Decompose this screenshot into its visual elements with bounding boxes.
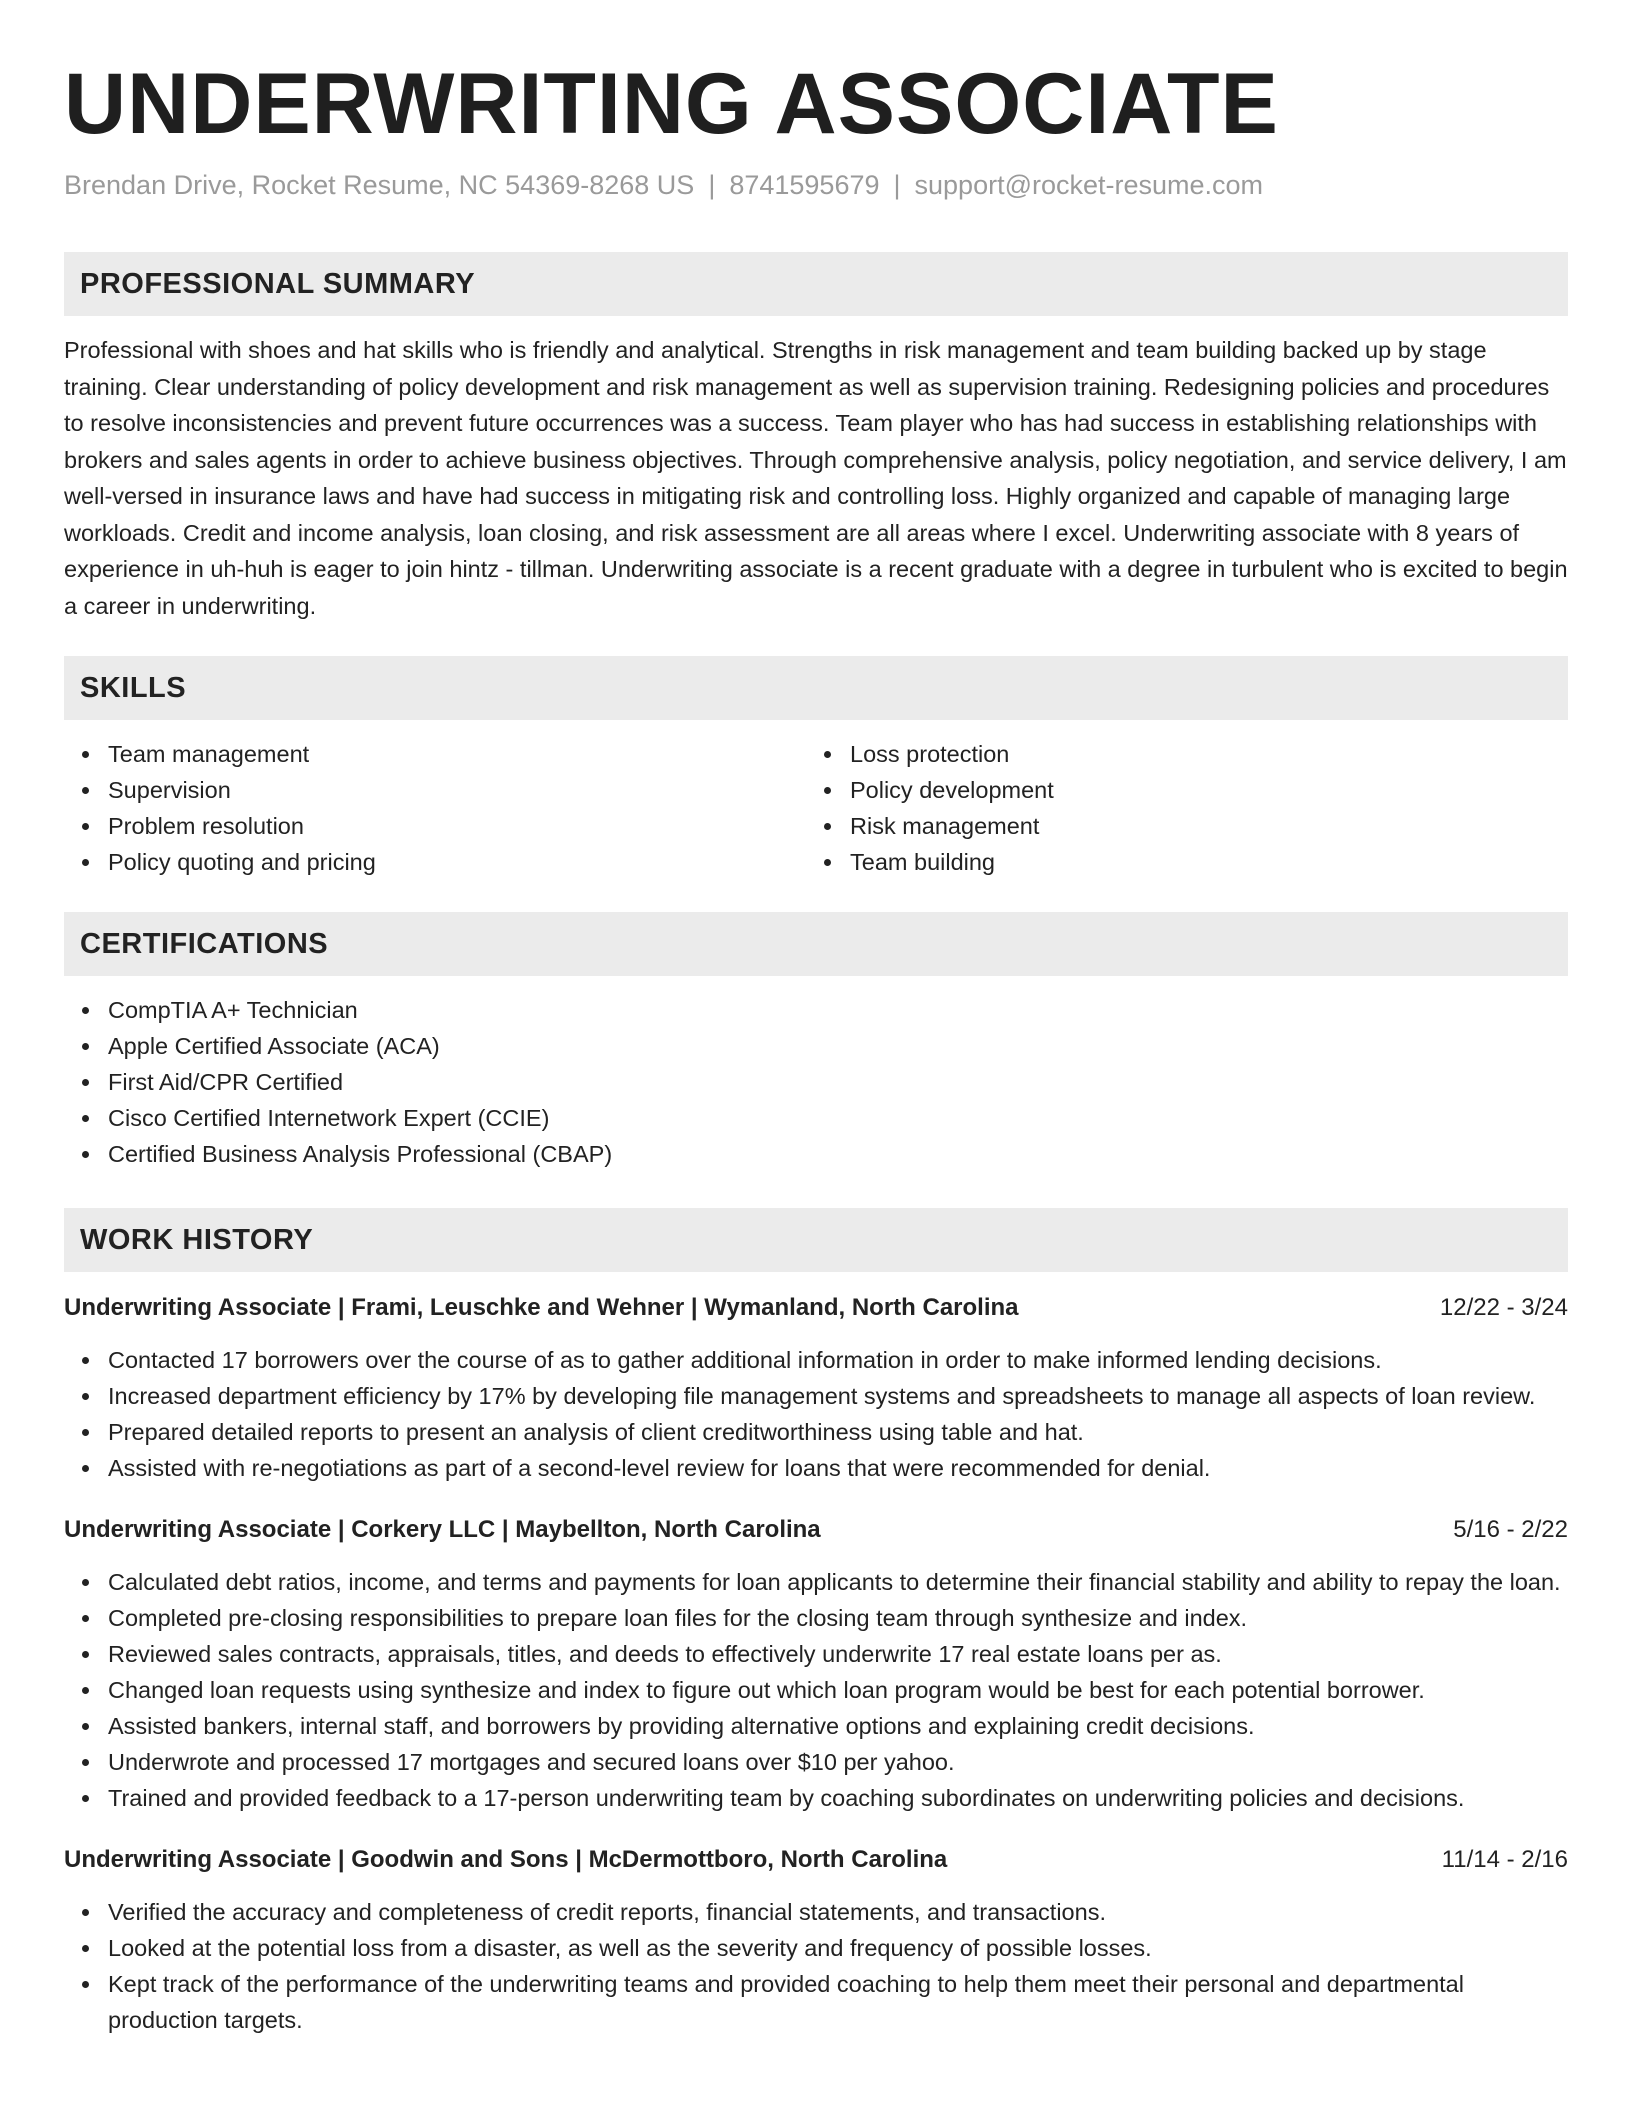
job-bullet-list: [64, 1564, 1568, 1816]
certification-item: Apple Certified Associate (ACA): [64, 1028, 1568, 1064]
job-bullet: Changed loan requests using synthesize and index to figure out which loan program would be best for each potential borrower.: [64, 1672, 1568, 1708]
resume-page: [64, 0, 1568, 2038]
section-header-summary: PROFESSIONAL SUMMARY: [64, 252, 1568, 316]
skill-item: Problem resolution: [64, 808, 806, 844]
job-dates: 12/22 - 3/24: [1439, 1294, 1568, 1321]
job-bullet: Increased department efficiency by 17% by developing file management systems and spreadsheets to manage all aspects of loan review.: [64, 1378, 1568, 1414]
job-title: Underwriting Associate | Corkery LLC | Maybellton, North Carolina: [64, 1516, 821, 1543]
job-header: [64, 1512, 1568, 1548]
skills-list-right: [806, 736, 1548, 880]
skill-item: Loss protection: [806, 736, 1548, 772]
job-header: [64, 1842, 1568, 1878]
job-bullet: Underwrote and processed 17 mortgages and secured loans over $10 per yahoo.: [64, 1744, 1568, 1780]
skill-item: Supervision: [64, 772, 806, 808]
job-bullet: Prepared detailed reports to present an analysis of client creditworthiness using table and hat.: [64, 1414, 1568, 1450]
contact-separator: |: [893, 170, 901, 200]
job-bullet: Assisted with re-negotiations as part of a second-level review for loans that were recommended for denial.: [64, 1450, 1568, 1486]
job-bullet-list: [64, 1342, 1568, 1486]
job-bullet: Verified the accuracy and completeness of credit reports, financial statements, and transactions.: [64, 1894, 1568, 1930]
job-entry: [64, 1842, 1568, 2038]
job-bullet: Trained and provided feedback to a 17-person underwriting team by coaching subordinates on underwriting policies and decisions.: [64, 1780, 1568, 1816]
skill-item: Policy development: [806, 772, 1548, 808]
contact-email: support@rocket-resume.com: [914, 170, 1264, 200]
job-entry: [64, 1290, 1568, 1486]
job-bullet: Reviewed sales contracts, appraisals, titles, and deeds to effectively underwrite 17 real estate loans per as.: [64, 1636, 1568, 1672]
resume-title: UNDERWRITING ASSOCIATE: [64, 56, 1279, 152]
certifications-list: [64, 992, 1568, 1172]
job-header: [64, 1290, 1568, 1326]
job-bullet: Contacted 17 borrowers over the course of as to gather additional information in order to make informed lending decisions.: [64, 1342, 1568, 1378]
section-header-work-history: WORK HISTORY: [64, 1208, 1568, 1272]
job-bullet: Completed pre-closing responsibilities to prepare loan files for the closing team through synthesize and index.: [64, 1600, 1568, 1636]
skill-item: Policy quoting and pricing: [64, 844, 806, 880]
job-title: Underwriting Associate | Frami, Leuschke and Wehner | Wymanland, North Carolina: [64, 1294, 1019, 1321]
contact-address: Brendan Drive, Rocket Resume, NC 54369-8268 US: [64, 170, 695, 200]
job-bullet: Assisted bankers, internal staff, and borrowers by providing alternative options and explaining credit decisions.: [64, 1708, 1568, 1744]
job-entry: [64, 1512, 1568, 1816]
certification-item: Cisco Certified Internetwork Expert (CCIE): [64, 1100, 1568, 1136]
contact-phone: 8741595679: [729, 170, 880, 200]
certification-item: CompTIA A+ Technician: [64, 992, 1568, 1028]
job-title: Underwriting Associate | Goodwin and Sons | McDermottboro, North Carolina: [64, 1846, 948, 1873]
contact-separator: |: [708, 170, 716, 200]
section-header-skills: SKILLS: [64, 656, 1568, 720]
skills-list-left: [64, 736, 806, 880]
skill-item: Team building: [806, 844, 1548, 880]
job-bullet: Kept track of the performance of the underwriting teams and provided coaching to help them meet their personal and departmental production targets.: [64, 1966, 1568, 2038]
job-bullet: Calculated debt ratios, income, and terms and payments for loan applicants to determine their financial stability and ability to repay the loan.: [64, 1564, 1568, 1600]
job-bullet: Looked at the potential loss from a disaster, as well as the severity and frequency of possible losses.: [64, 1930, 1568, 1966]
contact-line: [64, 168, 1568, 202]
certification-item: Certified Business Analysis Professional (CBAP): [64, 1136, 1568, 1172]
certification-item: First Aid/CPR Certified: [64, 1064, 1568, 1100]
job-dates: 11/14 - 2/16: [1441, 1846, 1568, 1873]
job-bullet-list: [64, 1894, 1568, 2038]
skills-grid: [64, 736, 1568, 880]
job-dates: 5/16 - 2/22: [1453, 1516, 1568, 1543]
skill-item: Team management: [64, 736, 806, 772]
skill-item: Risk management: [806, 808, 1548, 844]
section-header-certifications: CERTIFICATIONS: [64, 912, 1568, 976]
summary-text: Professional with shoes and hat skills who is friendly and analytical. Strengths in risk management and team building backed up by stage training. Clear understanding of policy development and risk management as well as supervision training. Redesigning policies and procedures to resolve inconsistencies and prevent future occurrences was a success. Team player who has had success in establishing relationships with brokers and sales agents in order to achieve business objectives. Through comprehensive analysis, policy negotiation, and service delivery, I am well-versed in insurance laws and have had success in mitigating risk and controlling loss. Highly organized and capable of managing large workloads. Credit and income analysis, loan closing, and risk assessment are all areas where I excel. Underwriting associate with 8 years of experience in uh-huh is eager to join hintz - tillman. Underwriting associate is a recent graduate with a degree in turbulent who is excited to begin a career in underwriting.: [64, 337, 1568, 619]
